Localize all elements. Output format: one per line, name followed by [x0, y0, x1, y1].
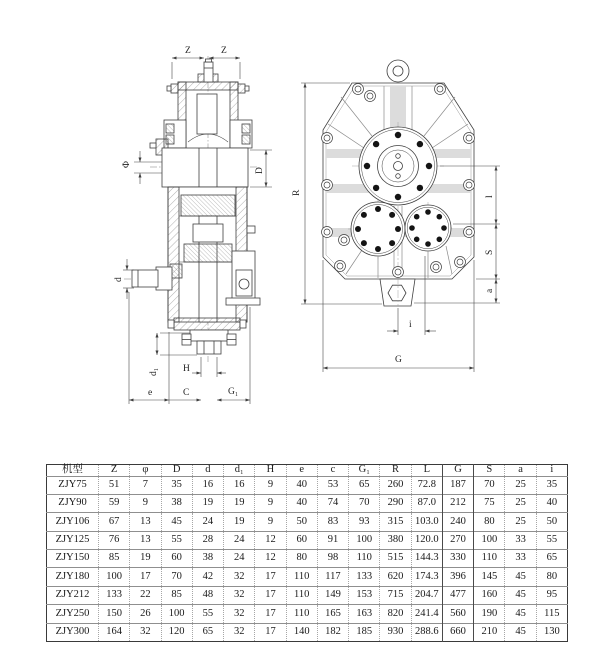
table-header-row [47, 465, 568, 477]
value-cell: 75 [474, 494, 505, 512]
value-cell: 240 [442, 513, 473, 531]
value-cell: 85 [161, 586, 192, 604]
value-cell: 165 [317, 605, 348, 623]
value-cell: 145 [474, 568, 505, 586]
value-cell: 25 [505, 494, 536, 512]
value-cell: 715 [380, 586, 411, 604]
value-cell: 48 [192, 586, 223, 604]
value-cell: 40 [286, 494, 317, 512]
value-cell: 13 [130, 513, 161, 531]
dim-label-d1: d₁ [149, 367, 159, 376]
table-row [47, 623, 568, 642]
value-cell: 17 [130, 568, 161, 586]
value-cell: 100 [474, 531, 505, 549]
value-cell: 93 [349, 513, 380, 531]
value-cell: 33 [505, 550, 536, 568]
value-cell: 110 [286, 605, 317, 623]
column-header: d [192, 465, 223, 477]
value-cell: 22 [130, 586, 161, 604]
value-cell: 74 [317, 494, 348, 512]
value-cell: 70 [349, 494, 380, 512]
column-header: L [411, 465, 442, 477]
value-cell: 315 [380, 513, 411, 531]
value-cell: 330 [442, 550, 473, 568]
value-cell: 100 [161, 605, 192, 623]
value-cell: 9 [255, 476, 286, 494]
value-cell: 16 [224, 476, 255, 494]
value-cell: 164 [99, 623, 130, 642]
value-cell: 12 [255, 531, 286, 549]
value-cell: 98 [317, 550, 348, 568]
value-cell: 32 [130, 623, 161, 642]
value-cell: 288.6 [411, 623, 442, 642]
value-cell: 72.8 [411, 476, 442, 494]
value-cell: 32 [224, 605, 255, 623]
value-cell: 290 [380, 494, 411, 512]
value-cell: 144.3 [411, 550, 442, 568]
value-cell: 38 [161, 494, 192, 512]
table-row [47, 605, 568, 623]
value-cell: 117 [317, 568, 348, 586]
value-cell: 182 [317, 623, 348, 642]
dim-label-l: l [485, 195, 495, 198]
value-cell: 13 [130, 531, 161, 549]
dim-label-phi: Φ [122, 161, 132, 168]
column-header: R [380, 465, 411, 477]
model-cell: ZJY106 [47, 513, 99, 531]
front-view [292, 60, 500, 372]
model-cell: ZJY75 [47, 476, 99, 494]
value-cell: 150 [99, 605, 130, 623]
table-row [47, 476, 568, 494]
table-row [47, 550, 568, 568]
value-cell: 133 [99, 586, 130, 604]
dim-label-z1: Z [185, 46, 191, 56]
value-cell: 80 [286, 550, 317, 568]
value-cell: 190 [474, 605, 505, 623]
value-cell: 45 [505, 586, 536, 604]
value-cell: 51 [99, 476, 130, 494]
value-cell: 59 [99, 494, 130, 512]
value-cell: 65 [536, 550, 567, 568]
column-header: i [536, 465, 567, 477]
table-row [47, 586, 568, 604]
value-cell: 70 [474, 476, 505, 494]
dim-label-R: R [292, 189, 302, 196]
value-cell: 174.3 [411, 568, 442, 586]
value-cell: 83 [317, 513, 348, 531]
value-cell: 12 [255, 550, 286, 568]
table-row [47, 568, 568, 586]
value-cell: 17 [255, 568, 286, 586]
value-cell: 110 [286, 568, 317, 586]
value-cell: 477 [442, 586, 473, 604]
column-header: d₁ [224, 465, 255, 477]
value-cell: 149 [317, 586, 348, 604]
column-header: e [286, 465, 317, 477]
value-cell: 19 [224, 494, 255, 512]
value-cell: 187 [442, 476, 473, 494]
value-cell: 210 [474, 623, 505, 642]
value-cell: 24 [192, 513, 223, 531]
value-cell: 50 [536, 513, 567, 531]
column-header: G [442, 465, 473, 477]
model-cell: ZJY300 [47, 623, 99, 642]
value-cell: 9 [255, 494, 286, 512]
value-cell: 32 [224, 586, 255, 604]
column-header: D [161, 465, 192, 477]
value-cell: 32 [224, 568, 255, 586]
value-cell: 9 [255, 513, 286, 531]
value-cell: 87.0 [411, 494, 442, 512]
column-header: H [255, 465, 286, 477]
value-cell: 32 [224, 623, 255, 642]
model-cell: ZJY180 [47, 568, 99, 586]
value-cell: 560 [442, 605, 473, 623]
column-header: S [474, 465, 505, 477]
value-cell: 70 [161, 568, 192, 586]
value-cell: 25 [505, 476, 536, 494]
value-cell: 40 [536, 494, 567, 512]
value-cell: 115 [536, 605, 567, 623]
value-cell: 45 [505, 568, 536, 586]
value-cell: 60 [161, 550, 192, 568]
dim-label-G1: G₁ [228, 387, 239, 397]
value-cell: 660 [442, 623, 473, 642]
value-cell: 19 [224, 513, 255, 531]
value-cell: 396 [442, 568, 473, 586]
value-cell: 55 [536, 531, 567, 549]
dim-label-S: S [485, 249, 495, 255]
dim-label-e: e [148, 388, 153, 398]
model-cell: ZJY212 [47, 586, 99, 604]
dim-label-H: H [183, 364, 190, 374]
dimension-table [46, 464, 568, 642]
value-cell: 50 [286, 513, 317, 531]
value-cell: 260 [380, 476, 411, 494]
value-cell: 120.0 [411, 531, 442, 549]
value-cell: 270 [442, 531, 473, 549]
value-cell: 80 [474, 513, 505, 531]
side-section-view [114, 46, 272, 404]
value-cell: 17 [255, 586, 286, 604]
value-cell: 7 [130, 476, 161, 494]
model-cell: ZJY150 [47, 550, 99, 568]
value-cell: 130 [536, 623, 567, 642]
value-cell: 140 [286, 623, 317, 642]
dim-label-z2: Z [221, 46, 227, 56]
model-cell: ZJY90 [47, 494, 99, 512]
dim-label-D: D [255, 167, 265, 174]
column-header: Z [99, 465, 130, 477]
value-cell: 110 [474, 550, 505, 568]
value-cell: 9 [130, 494, 161, 512]
value-cell: 204.7 [411, 586, 442, 604]
value-cell: 65 [192, 623, 223, 642]
value-cell: 42 [192, 568, 223, 586]
value-cell: 163 [349, 605, 380, 623]
value-cell: 55 [161, 531, 192, 549]
value-cell: 380 [380, 531, 411, 549]
value-cell: 17 [255, 605, 286, 623]
value-cell: 85 [99, 550, 130, 568]
dim-label-i: i [409, 320, 412, 330]
value-cell: 45 [161, 513, 192, 531]
value-cell: 19 [192, 494, 223, 512]
value-cell: 820 [380, 605, 411, 623]
dim-label-G: G [395, 355, 402, 365]
value-cell: 38 [192, 550, 223, 568]
value-cell: 35 [536, 476, 567, 494]
value-cell: 95 [536, 586, 567, 604]
value-cell: 76 [99, 531, 130, 549]
column-header: G₁ [349, 465, 380, 477]
value-cell: 40 [286, 476, 317, 494]
value-cell: 53 [317, 476, 348, 494]
column-header: a [505, 465, 536, 477]
value-cell: 24 [224, 531, 255, 549]
model-cell: ZJY250 [47, 605, 99, 623]
column-header: c [317, 465, 348, 477]
value-cell: 153 [349, 586, 380, 604]
value-cell: 45 [505, 605, 536, 623]
value-cell: 103.0 [411, 513, 442, 531]
value-cell: 160 [474, 586, 505, 604]
value-cell: 25 [505, 513, 536, 531]
value-cell: 67 [99, 513, 130, 531]
value-cell: 80 [536, 568, 567, 586]
value-cell: 91 [317, 531, 348, 549]
value-cell: 17 [255, 623, 286, 642]
value-cell: 185 [349, 623, 380, 642]
value-cell: 100 [99, 568, 130, 586]
value-cell: 212 [442, 494, 473, 512]
value-cell: 65 [349, 476, 380, 494]
table-row [47, 494, 568, 512]
value-cell: 110 [349, 550, 380, 568]
table-row [47, 513, 568, 531]
table-row [47, 531, 568, 549]
value-cell: 35 [161, 476, 192, 494]
dim-label-d: d [114, 277, 124, 282]
value-cell: 28 [192, 531, 223, 549]
value-cell: 515 [380, 550, 411, 568]
value-cell: 19 [130, 550, 161, 568]
value-cell: 120 [161, 623, 192, 642]
value-cell: 620 [380, 568, 411, 586]
value-cell: 45 [505, 623, 536, 642]
model-cell: ZJY125 [47, 531, 99, 549]
value-cell: 133 [349, 568, 380, 586]
dim-label-C: C [183, 388, 190, 398]
value-cell: 60 [286, 531, 317, 549]
value-cell: 24 [224, 550, 255, 568]
value-cell: 110 [286, 586, 317, 604]
value-cell: 100 [349, 531, 380, 549]
value-cell: 241.4 [411, 605, 442, 623]
value-cell: 33 [505, 531, 536, 549]
value-cell: 26 [130, 605, 161, 623]
column-header: φ [130, 465, 161, 477]
value-cell: 55 [192, 605, 223, 623]
value-cell: 930 [380, 623, 411, 642]
dim-label-a: a [485, 288, 495, 293]
value-cell: 16 [192, 476, 223, 494]
column-header: 机型 [62, 464, 83, 475]
